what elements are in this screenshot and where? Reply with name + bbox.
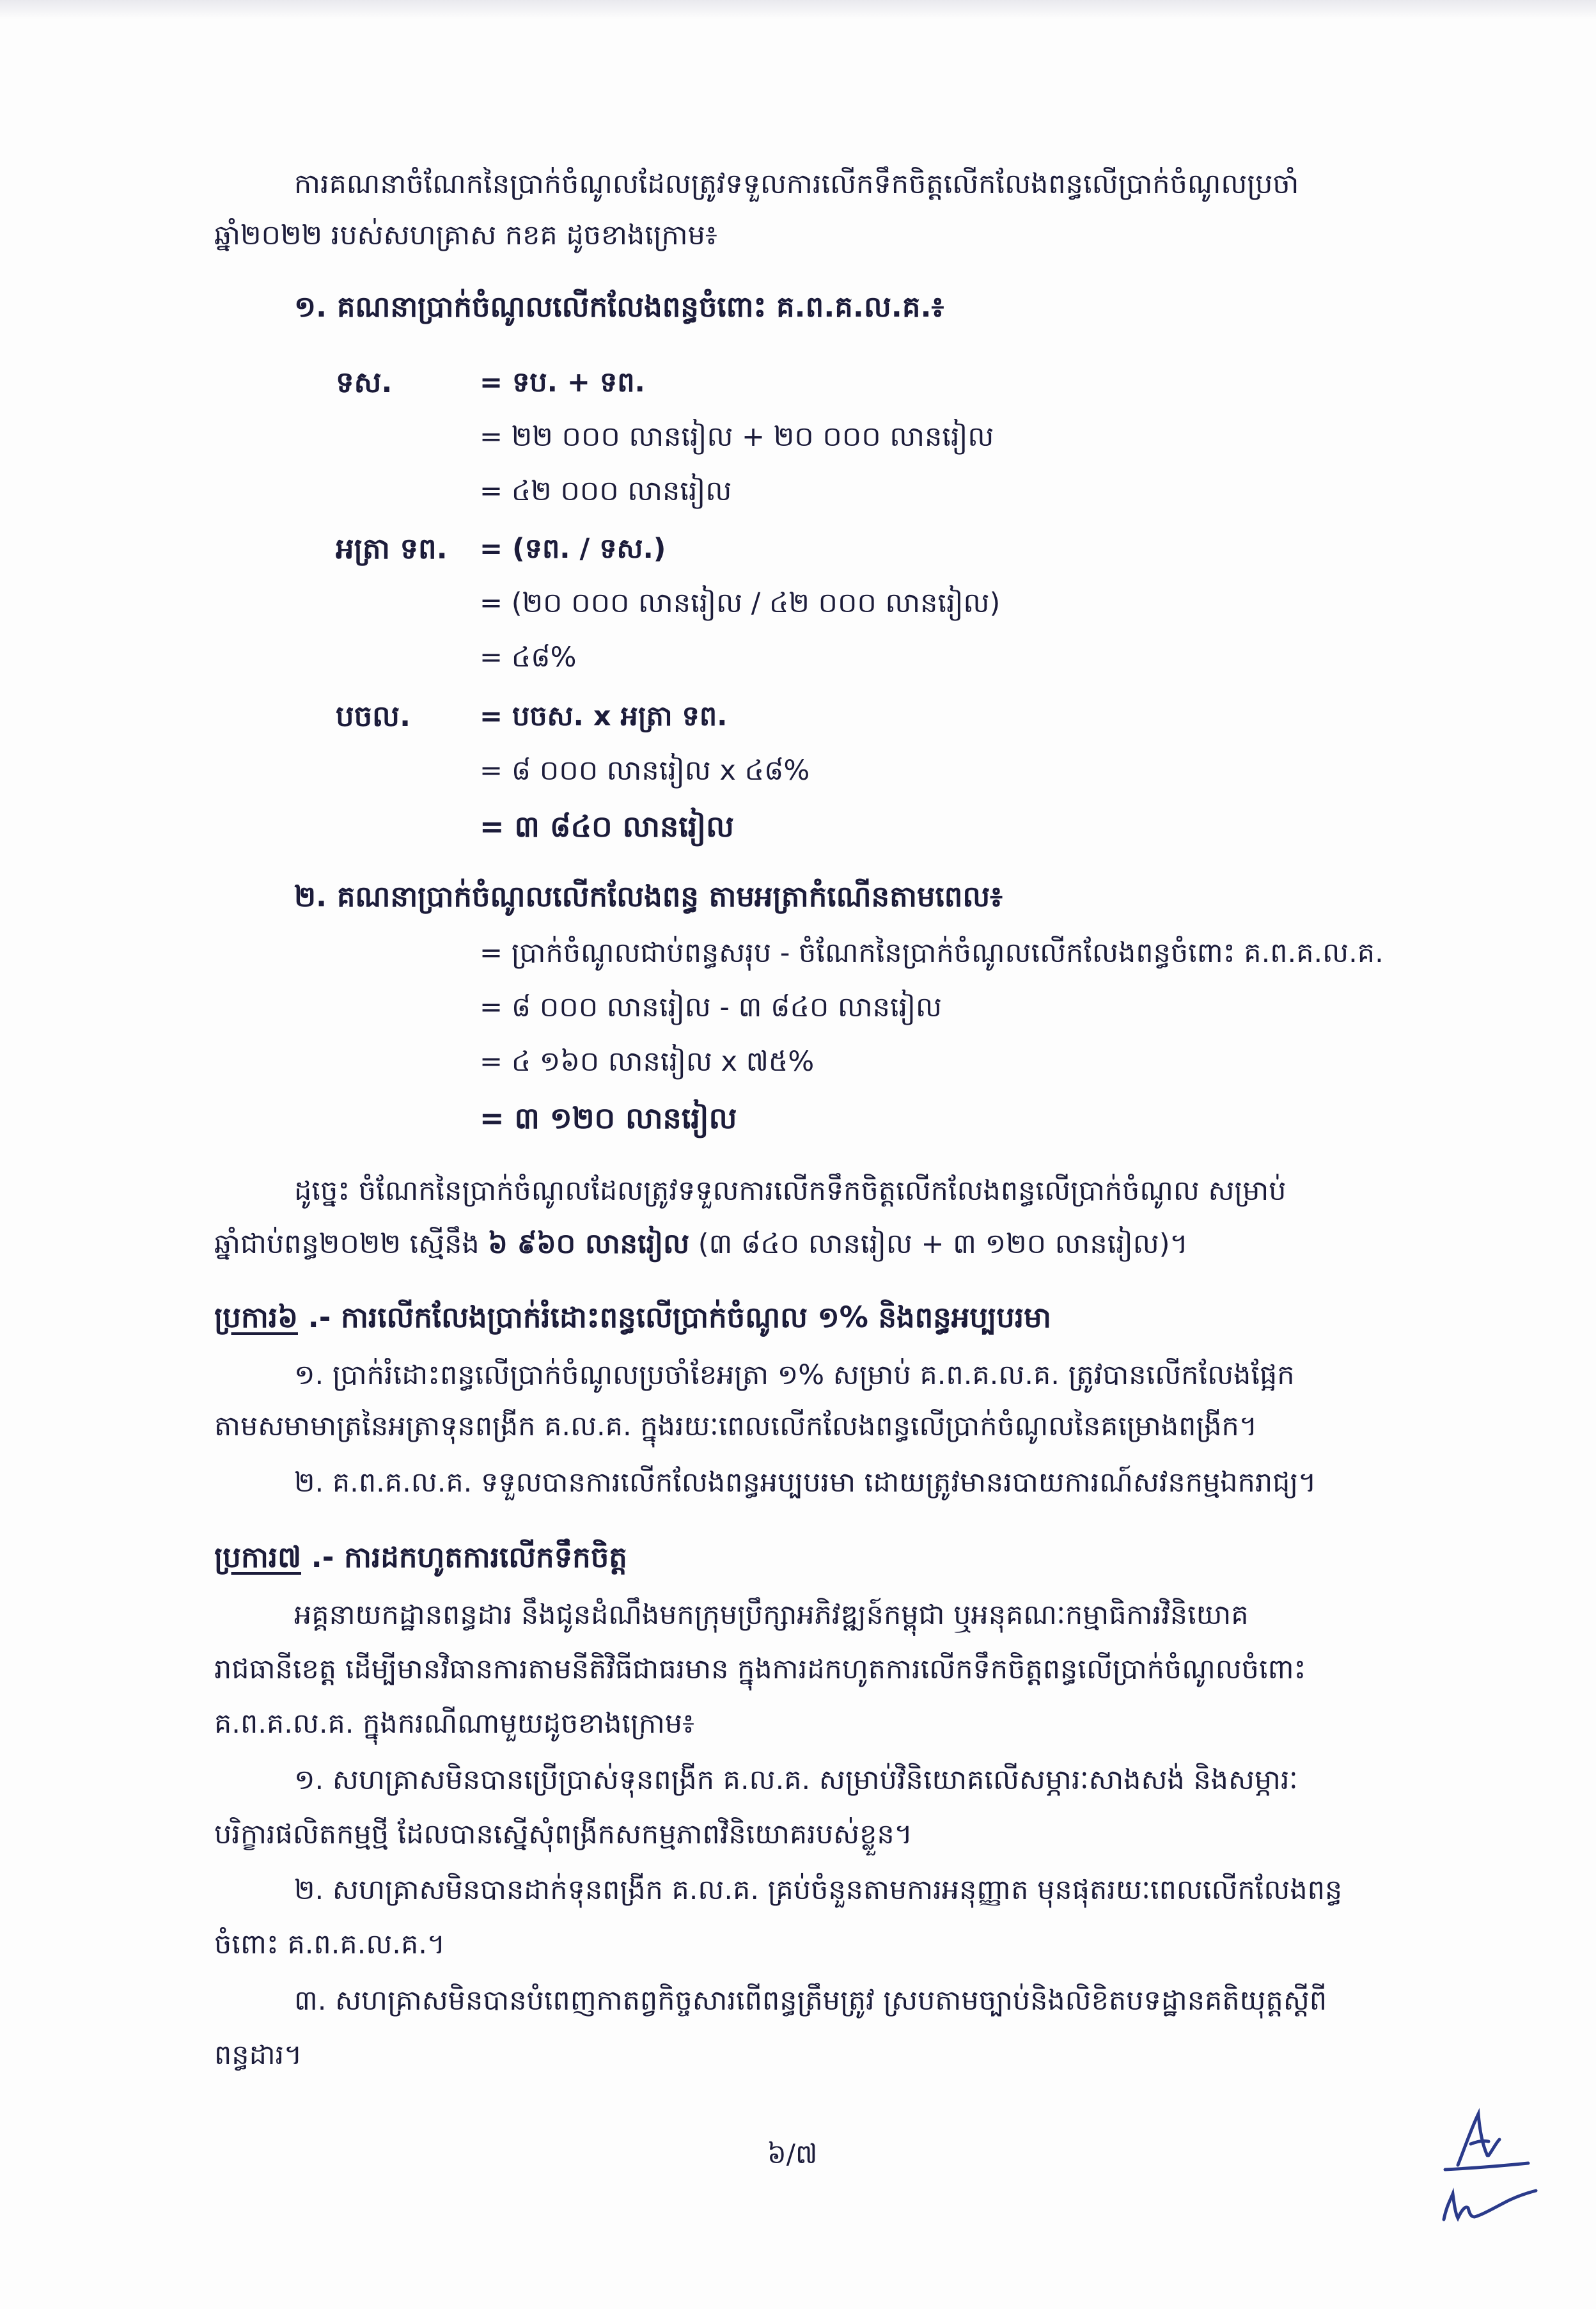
calc-line: = (ទព. / ទស.) [480,533,666,565]
calc-line: = ២២ ០០០ លានរៀល + ២០ ០០០ លានរៀល [480,421,994,453]
label-exempt-income: បចល. [336,699,411,733]
conclusion-total: ៦ ៩៦០ លានរៀល [488,1228,690,1260]
conclusion-breakdown: (៣ ៨៤០ លានរៀល + ៣ ១២០ លានរៀល)។ [689,1228,1188,1260]
label-total-income: ទស. [336,365,393,399]
section-1-heading: ១. គណនាប្រាក់ចំណូលលើកលែងពន្ធចំពោះ គ.ព.គ.ល.គ.៖ [294,290,944,324]
article-6-para-1: ១. ប្រាក់រំដោះពន្ធលើប្រាក់ចំណូលប្រចាំខែអត្រា ១% សម្រាប់ គ.ព.គ.ល.គ. ត្រូវបានលើកលែងផ្អែក [294,1359,1295,1391]
article-7-para-cont: គ.ព.គ.ល.គ. ក្នុងករណីណាមួយដូចខាងក្រោម៖ [214,1708,694,1740]
article-7-item-2: ២. សហគ្រាសមិនបានដាក់ទុនពង្រីក គ.ល.គ. គ្រប់ចំនួនតាមការអនុញ្ញាត មុនផុតរយៈពេលលើកលែងពន្ធ [294,1874,1343,1906]
calc-line: = ៤២ ០០០ លានរៀល [480,475,732,507]
article-7-item-3-cont: ពន្ធដារ។ [214,2039,302,2071]
article-7-item-1-cont: បរិក្ខារផលិតកម្មថ្មី ដែលបានស្នើសុំពង្រីកសកម្មភាពវិនិយោគរបស់ខ្លួន។ [214,1818,913,1850]
calc-line: = បចស. x អត្រា ទព. [480,700,728,732]
calc-line: = ៤ ១៦០ លានរៀល x ៧៥% [480,1046,815,1078]
handwritten-initials [1432,2104,1541,2226]
article-7-heading [214,1538,627,1577]
conclusion-text: ឆ្នាំជាប់ពន្ធ២០២២ ស្មើនឹង [214,1228,489,1260]
calc-result: = ៣ ១២០ លានរៀល [480,1101,737,1135]
conclusion-line-1: ដូច្នេះ ចំណែកនៃប្រាក់ចំណូលដែលត្រូវទទួលការលើកទឹកចិត្តលើកលែងពន្ធលើប្រាក់ចំណូល សម្រាប់ [294,1175,1287,1207]
article-7-label: ប្រការ៧ [214,1540,302,1574]
calc-result: = ៣ ៨៤០ លានរៀល [480,809,734,844]
article-6-para-2: ២. គ.ព.គ.ល.គ. ទទួលបានការលើកលែងពន្ធអប្បបរមា ដោយត្រូវមានរបាយការណ៍សវនកម្មឯករាជ្យ។ [294,1467,1317,1499]
conclusion-line-2 [214,1225,1188,1263]
calc-line: = ៨ ០០០ លានរៀល - ៣ ៨៤០ លានរៀល [480,991,942,1023]
calc-line: = ប្រាក់ចំណូលជាប់ពន្ធសរុប - ចំណែកនៃប្រាក់ចំណូលលើកលែងពន្ធចំពោះ គ.ព.គ.ល.គ. [480,937,1384,969]
article-6-label: ប្រការ៦ [214,1300,298,1334]
article-7-item-1: ១. សហគ្រាសមិនបានប្រើប្រាស់ទុនពង្រីក គ.ល.គ. សម្រាប់វិនិយោគលើសម្ភារៈសាងសង់ និងសម្ភារៈ [294,1764,1298,1796]
calc-line: = (២០ ០០០ លានរៀល / ៤២ ០០០ លានរៀល) [480,587,1001,619]
scan-edge [0,0,1596,19]
article-7-para: អគ្គនាយកដ្ឋានពន្ធដារ នឹងជូនដំណឹងមកក្រុមប្រឹក្សាអភិវឌ្ឍន៍កម្ពុជា ឬអនុគណៈកម្មាធិការវិនិយោគ [294,1599,1249,1631]
article-6-heading [214,1298,1051,1337]
article-6-para-1-cont: តាមសមាមាត្រនៃអត្រាទុនពង្រីក គ.ល.គ. ក្នុងរយៈពេលលើកលែងពន្ធលើប្រាក់ចំណូលនៃគម្រោងពង្រីក។ [214,1410,1258,1442]
intro-line-2: ឆ្នាំ២០២២ របស់សហគ្រាស កខគ ដូចខាងក្រោម៖ [214,219,717,251]
article-7-title: .- ការដកហូតការលើកទឹកចិត្ត [301,1540,627,1574]
calc-line: = ៤៨% [480,642,577,674]
calc-line: = ៨ ០០០ លានរៀល x ៤៨% [480,755,810,787]
page-number: ៦/៧ [767,2138,818,2170]
intro-line-1: ការគណនាចំណែកនៃប្រាក់ចំណូលដែលត្រូវទទួលការលើកទឹកចិត្តលើកលែងពន្ធលើប្រាក់ចំណូលប្រចាំ [294,168,1299,200]
article-6-title: .- ការលើកលែងប្រាក់រំដោះពន្ធលើប្រាក់ចំណូល ១% និងពន្ធអប្បបរមា [297,1300,1051,1334]
label-rate: អត្រា ទព. [336,532,448,565]
article-7-para-cont: រាជធានីខេត្ត ដើម្បីមានវិធានការតាមនីតិវិធីជាធរមាន ក្នុងការដកហូតការលើកទឹកចិត្តពន្ធលើប្រាក់ចំណូលចំពោះ [214,1653,1306,1685]
section-2-heading: ២. គណនាប្រាក់ចំណូលលើកលែងពន្ធ តាមអត្រាកំណើនតាមពេល៖ [294,879,1003,913]
calc-line: = ទប. + ទព. [480,366,645,398]
article-7-item-3: ៣. សហគ្រាសមិនបានបំពេញកាតព្វកិច្ចសារពើពន្ធត្រឹមត្រូវ ស្របតាមច្បាប់និងលិខិតបទដ្ឋានគតិយុត្តស្តីពី [294,1985,1327,2017]
article-7-item-2-cont: ចំពោះ គ.ព.គ.ល.គ.។ [214,1928,446,1960]
